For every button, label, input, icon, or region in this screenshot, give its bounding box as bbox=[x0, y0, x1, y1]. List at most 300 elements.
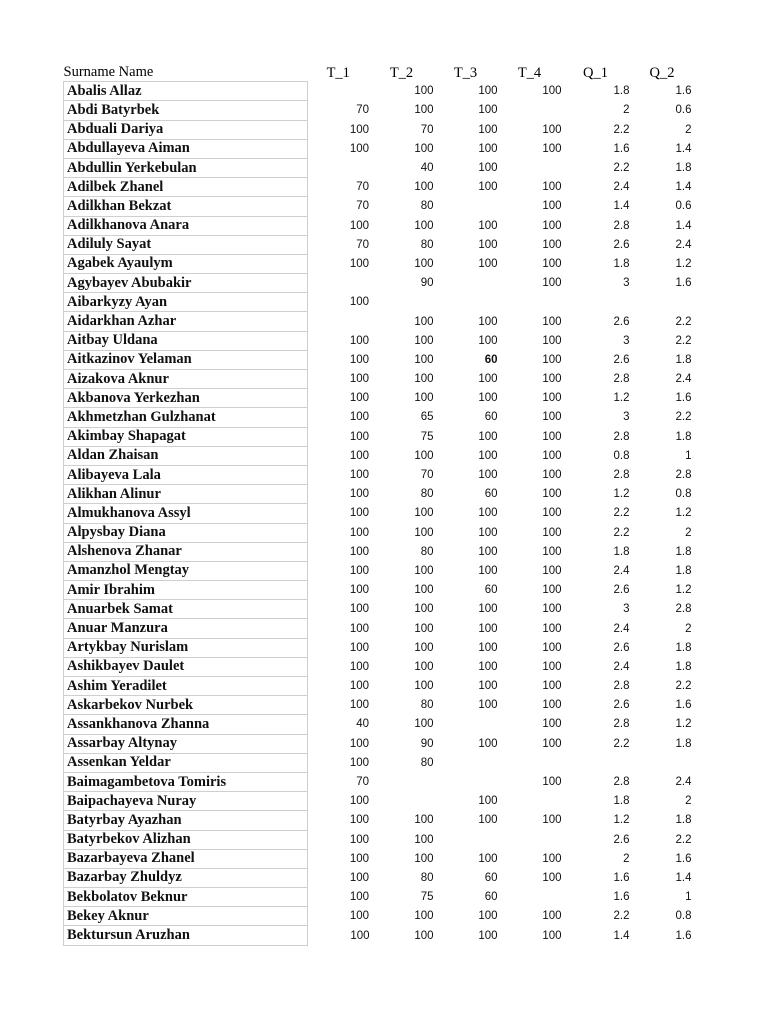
score-cell-t1[interactable]: 100 bbox=[349, 353, 369, 366]
score-cell-q2[interactable]: 1.8 bbox=[675, 430, 692, 443]
score-cell-q2[interactable]: 2.2 bbox=[675, 315, 692, 328]
score-cell-t4[interactable]: 100 bbox=[542, 373, 562, 386]
score-cell-q1[interactable]: 2.2 bbox=[613, 162, 630, 175]
score-cell-t2[interactable]: 100 bbox=[414, 507, 434, 520]
score-cell-t1[interactable]: 100 bbox=[349, 469, 369, 482]
score-cell-t4[interactable]: 100 bbox=[542, 123, 562, 136]
score-cell-q1[interactable]: 2.8 bbox=[613, 373, 630, 386]
score-cell-t3[interactable]: 100 bbox=[478, 449, 498, 462]
score-cell-q1[interactable]: 1.8 bbox=[613, 257, 630, 270]
score-cell-t3[interactable]: 60 bbox=[484, 353, 498, 366]
score-cell-t3[interactable]: 60 bbox=[484, 584, 498, 597]
score-cell-q2[interactable]: 2 bbox=[685, 123, 692, 136]
score-cell-t1[interactable]: 100 bbox=[349, 373, 369, 386]
score-cell-t3[interactable]: 100 bbox=[478, 622, 498, 635]
student-name-cell[interactable]: Akbanova Yerkezhan bbox=[64, 389, 308, 408]
student-name-cell[interactable]: Batyrbekov Alizhan bbox=[64, 830, 308, 849]
score-cell-t4[interactable]: 100 bbox=[542, 737, 562, 750]
score-cell-q1[interactable]: 1.4 bbox=[613, 929, 630, 942]
score-cell-t3[interactable]: 100 bbox=[478, 142, 498, 155]
score-cell-q2[interactable]: 2.4 bbox=[675, 776, 692, 789]
score-cell-q2[interactable]: 1.6 bbox=[675, 277, 692, 290]
score-cell-q2[interactable]: 1.2 bbox=[675, 584, 692, 597]
score-cell-t1[interactable]: 100 bbox=[349, 296, 369, 309]
score-cell-t4[interactable]: 100 bbox=[542, 353, 562, 366]
score-cell-t1[interactable]: 100 bbox=[349, 852, 369, 865]
score-cell-q1[interactable]: 3 bbox=[623, 411, 630, 424]
score-cell-q1[interactable]: 2.2 bbox=[613, 526, 630, 539]
score-cell-t3[interactable] bbox=[434, 830, 498, 849]
score-cell-t2[interactable]: 65 bbox=[420, 411, 434, 424]
score-cell-q1[interactable]: 2.6 bbox=[613, 584, 630, 597]
student-name-cell[interactable]: Adilbek Zhanel bbox=[64, 178, 308, 197]
score-cell-t2[interactable]: 100 bbox=[414, 680, 434, 693]
score-cell-t3[interactable]: 100 bbox=[478, 737, 498, 750]
student-name-cell[interactable]: Ashikbayev Daulet bbox=[64, 657, 308, 676]
score-cell-t1[interactable]: 100 bbox=[349, 584, 369, 597]
score-cell-q1[interactable]: 2.6 bbox=[613, 641, 630, 654]
student-name-cell[interactable]: Abalis Allaz bbox=[64, 82, 308, 101]
student-name-cell[interactable]: Akimbay Shapagat bbox=[64, 427, 308, 446]
score-cell-q2[interactable]: 2.2 bbox=[675, 411, 692, 424]
score-cell-q1[interactable]: 2.2 bbox=[613, 910, 630, 923]
score-cell-t4[interactable]: 100 bbox=[542, 660, 562, 673]
score-cell-q1[interactable]: 2.4 bbox=[613, 564, 630, 577]
score-cell-t2[interactable]: 80 bbox=[420, 488, 434, 501]
score-cell-t4[interactable]: 100 bbox=[542, 584, 562, 597]
score-cell-q1[interactable] bbox=[562, 293, 630, 312]
score-cell-q2[interactable]: 0.8 bbox=[675, 488, 692, 501]
score-cell-t2[interactable]: 100 bbox=[414, 181, 434, 194]
score-cell-t3[interactable]: 100 bbox=[478, 603, 498, 616]
score-cell-t2[interactable]: 80 bbox=[420, 756, 434, 769]
score-cell-t1[interactable] bbox=[308, 274, 370, 293]
score-cell-t1[interactable]: 70 bbox=[356, 200, 369, 213]
score-cell-t4[interactable]: 100 bbox=[542, 430, 562, 443]
score-cell-q2[interactable]: 2 bbox=[685, 795, 692, 808]
score-cell-t2[interactable]: 100 bbox=[414, 526, 434, 539]
score-cell-q2[interactable]: 1 bbox=[685, 449, 692, 462]
score-cell-t1[interactable]: 100 bbox=[349, 833, 369, 846]
score-cell-t4[interactable]: 100 bbox=[542, 622, 562, 635]
score-cell-t2[interactable]: 70 bbox=[420, 123, 434, 136]
score-cell-t4[interactable]: 100 bbox=[542, 257, 562, 270]
score-cell-t3[interactable]: 100 bbox=[478, 852, 498, 865]
score-cell-t4[interactable]: 100 bbox=[542, 142, 562, 155]
student-name-cell[interactable]: Aldan Zhaisan bbox=[64, 446, 308, 465]
score-cell-q2[interactable]: 0.6 bbox=[675, 200, 692, 213]
score-cell-t3[interactable]: 100 bbox=[478, 507, 498, 520]
score-cell-t3[interactable]: 100 bbox=[478, 392, 498, 405]
score-cell-t4[interactable]: 100 bbox=[542, 219, 562, 232]
score-cell-t2[interactable]: 100 bbox=[414, 334, 434, 347]
score-cell-t1[interactable]: 100 bbox=[349, 660, 369, 673]
score-cell-t1[interactable]: 100 bbox=[349, 737, 369, 750]
score-cell-t3[interactable]: 60 bbox=[484, 891, 498, 904]
score-cell-t1[interactable]: 100 bbox=[349, 680, 369, 693]
student-name-cell[interactable]: Agabek Ayaulym bbox=[64, 254, 308, 273]
score-cell-t4[interactable]: 100 bbox=[542, 277, 562, 290]
score-cell-t3[interactable]: 100 bbox=[478, 795, 498, 808]
score-cell-t3[interactable]: 100 bbox=[478, 162, 498, 175]
score-cell-t1[interactable]: 100 bbox=[349, 891, 369, 904]
score-cell-q2[interactable]: 1.4 bbox=[675, 871, 692, 884]
score-cell-q1[interactable]: 2.6 bbox=[613, 353, 630, 366]
score-cell-t2[interactable]: 100 bbox=[414, 584, 434, 597]
student-name-cell[interactable]: Adilkhanova Anara bbox=[64, 216, 308, 235]
score-cell-q2[interactable]: 2.8 bbox=[675, 603, 692, 616]
score-cell-q1[interactable]: 1.6 bbox=[613, 891, 630, 904]
student-name-cell[interactable]: Alibayeva Lala bbox=[64, 465, 308, 484]
score-cell-t1[interactable]: 40 bbox=[356, 718, 369, 731]
score-cell-t1[interactable]: 100 bbox=[349, 507, 369, 520]
score-cell-q1[interactable]: 2.2 bbox=[613, 507, 630, 520]
student-name-cell[interactable]: Abdullin Yerkebulan bbox=[64, 158, 308, 177]
score-cell-t3[interactable]: 100 bbox=[478, 257, 498, 270]
score-cell-t4[interactable]: 100 bbox=[542, 315, 562, 328]
score-cell-t1[interactable]: 100 bbox=[349, 871, 369, 884]
score-cell-t2[interactable]: 100 bbox=[414, 718, 434, 731]
score-cell-t4[interactable]: 100 bbox=[542, 699, 562, 712]
score-cell-t4[interactable]: 100 bbox=[542, 334, 562, 347]
score-cell-t1[interactable]: 100 bbox=[349, 430, 369, 443]
score-cell-t2[interactable]: 100 bbox=[414, 392, 434, 405]
score-cell-t4[interactable]: 100 bbox=[542, 469, 562, 482]
score-cell-q2[interactable]: 1.2 bbox=[675, 257, 692, 270]
score-cell-q2[interactable]: 0.6 bbox=[675, 104, 692, 117]
score-cell-t4[interactable]: 100 bbox=[542, 507, 562, 520]
student-name-cell[interactable]: Abdullayeva Aiman bbox=[64, 139, 308, 158]
score-cell-q2[interactable]: 1.2 bbox=[675, 507, 692, 520]
score-cell-q2[interactable]: 1.8 bbox=[675, 564, 692, 577]
score-cell-q2[interactable]: 1 bbox=[685, 891, 692, 904]
score-cell-t2[interactable] bbox=[370, 772, 434, 791]
score-cell-t3[interactable] bbox=[434, 274, 498, 293]
score-cell-t3[interactable]: 100 bbox=[478, 315, 498, 328]
student-name-cell[interactable]: Alpysbay Diana bbox=[64, 523, 308, 542]
score-cell-q2[interactable]: 2 bbox=[685, 526, 692, 539]
score-cell-t1[interactable] bbox=[308, 82, 370, 101]
score-cell-q1[interactable]: 2.6 bbox=[613, 238, 630, 251]
score-cell-t2[interactable]: 80 bbox=[420, 238, 434, 251]
score-cell-t2[interactable] bbox=[370, 792, 434, 811]
score-cell-t2[interactable]: 100 bbox=[414, 449, 434, 462]
score-cell-q1[interactable]: 2.6 bbox=[613, 315, 630, 328]
score-cell-t4[interactable] bbox=[498, 101, 562, 120]
score-cell-q1[interactable]: 2 bbox=[623, 104, 630, 117]
score-cell-q2[interactable]: 2.2 bbox=[675, 833, 692, 846]
score-cell-t2[interactable]: 100 bbox=[414, 814, 434, 827]
score-cell-t4[interactable] bbox=[498, 888, 562, 907]
student-name-cell[interactable]: Abduali Dariya bbox=[64, 120, 308, 139]
score-cell-t4[interactable]: 100 bbox=[542, 449, 562, 462]
score-cell-t3[interactable]: 100 bbox=[478, 219, 498, 232]
student-name-cell[interactable]: Amanzhol Mengtay bbox=[64, 561, 308, 580]
score-cell-t2[interactable]: 100 bbox=[414, 353, 434, 366]
score-cell-t1[interactable]: 100 bbox=[349, 334, 369, 347]
score-cell-t2[interactable]: 100 bbox=[414, 564, 434, 577]
score-cell-t2[interactable]: 80 bbox=[420, 871, 434, 884]
score-cell-t3[interactable] bbox=[434, 753, 498, 772]
student-name-cell[interactable]: Akhmetzhan Gulzhanat bbox=[64, 408, 308, 427]
score-cell-t4[interactable]: 100 bbox=[542, 200, 562, 213]
score-cell-q2[interactable]: 1.6 bbox=[675, 699, 692, 712]
score-cell-t1[interactable]: 100 bbox=[349, 545, 369, 558]
score-cell-t1[interactable]: 100 bbox=[349, 411, 369, 424]
score-cell-t3[interactable]: 100 bbox=[478, 85, 498, 98]
score-cell-t2[interactable]: 100 bbox=[414, 85, 434, 98]
score-cell-t1[interactable]: 100 bbox=[350, 929, 370, 942]
score-cell-t2[interactable]: 100 bbox=[414, 257, 434, 270]
score-cell-t2[interactable]: 100 bbox=[414, 910, 434, 923]
student-name-cell[interactable]: Bazarbayeva Zhanel bbox=[64, 849, 308, 868]
score-cell-t1[interactable]: 70 bbox=[356, 238, 369, 251]
score-cell-t2[interactable]: 40 bbox=[420, 162, 434, 175]
score-cell-t4[interactable]: 100 bbox=[542, 603, 562, 616]
student-name-cell[interactable]: Bazarbay Zhuldyz bbox=[64, 868, 308, 887]
score-cell-t1[interactable]: 100 bbox=[349, 756, 369, 769]
score-cell-t4[interactable]: 100 bbox=[542, 871, 562, 884]
score-cell-t1[interactable]: 100 bbox=[349, 910, 369, 923]
score-cell-q2[interactable]: 1.8 bbox=[675, 353, 692, 366]
score-cell-t3[interactable]: 100 bbox=[478, 373, 498, 386]
score-cell-q2[interactable]: 2.2 bbox=[675, 680, 692, 693]
score-cell-t1[interactable]: 100 bbox=[349, 699, 369, 712]
student-name-cell[interactable]: Agybayev Abubakir bbox=[64, 274, 308, 293]
score-cell-q2[interactable]: 1.2 bbox=[675, 718, 692, 731]
score-cell-q1[interactable]: 1.6 bbox=[613, 142, 630, 155]
score-cell-t3[interactable] bbox=[434, 772, 498, 791]
student-name-cell[interactable]: Askarbekov Nurbek bbox=[64, 696, 308, 715]
score-cell-t2[interactable]: 75 bbox=[420, 891, 434, 904]
score-cell-q2[interactable]: 2.8 bbox=[675, 469, 692, 482]
score-cell-t2[interactable]: 90 bbox=[420, 737, 434, 750]
score-cell-t4[interactable]: 100 bbox=[542, 564, 562, 577]
score-cell-q2[interactable]: 1.6 bbox=[675, 929, 692, 942]
score-cell-q2[interactable]: 1.8 bbox=[675, 162, 692, 175]
score-cell-q1[interactable]: 1.6 bbox=[613, 871, 630, 884]
student-name-cell[interactable]: Aidarkhan Azhar bbox=[64, 312, 308, 331]
score-cell-t4[interactable]: 100 bbox=[542, 545, 562, 558]
score-cell-t3[interactable]: 100 bbox=[478, 181, 498, 194]
score-cell-t4[interactable]: 100 bbox=[542, 929, 562, 942]
score-cell-t3[interactable] bbox=[434, 715, 498, 734]
score-cell-q1[interactable]: 2.2 bbox=[613, 737, 630, 750]
score-cell-t4[interactable]: 100 bbox=[542, 776, 562, 789]
score-cell-t2[interactable]: 80 bbox=[420, 699, 434, 712]
score-cell-q2[interactable]: 1.6 bbox=[675, 392, 692, 405]
score-cell-t3[interactable] bbox=[434, 197, 498, 216]
score-cell-t4[interactable] bbox=[498, 830, 562, 849]
score-cell-t1[interactable]: 100 bbox=[349, 526, 369, 539]
score-cell-q1[interactable]: 1.4 bbox=[613, 200, 630, 213]
score-cell-t2[interactable]: 100 bbox=[414, 373, 434, 386]
score-cell-q2[interactable]: 1.8 bbox=[675, 660, 692, 673]
score-cell-t2[interactable]: 100 bbox=[414, 603, 434, 616]
score-cell-q1[interactable]: 3 bbox=[623, 277, 630, 290]
score-cell-t1[interactable]: 100 bbox=[349, 488, 369, 501]
score-cell-t2[interactable]: 100 bbox=[414, 641, 434, 654]
score-cell-q1[interactable]: 1.2 bbox=[613, 392, 630, 405]
score-cell-q1[interactable]: 2.6 bbox=[613, 833, 630, 846]
score-cell-t3[interactable]: 100 bbox=[478, 430, 498, 443]
score-cell-q1[interactable]: 2.4 bbox=[613, 660, 630, 673]
score-cell-t3[interactable]: 60 bbox=[484, 411, 498, 424]
score-cell-t3[interactable]: 100 bbox=[478, 699, 498, 712]
score-cell-t4[interactable]: 100 bbox=[542, 814, 562, 827]
score-cell-q1[interactable]: 2.8 bbox=[613, 776, 630, 789]
score-cell-t4[interactable]: 100 bbox=[542, 910, 562, 923]
score-cell-q1[interactable]: 0.8 bbox=[613, 449, 630, 462]
student-name-cell[interactable]: Aibarkyzy Ayan bbox=[64, 293, 308, 312]
score-cell-t2[interactable]: 100 bbox=[414, 660, 434, 673]
student-name-cell[interactable]: Anuarbek Samat bbox=[64, 600, 308, 619]
score-cell-t4[interactable]: 100 bbox=[542, 526, 562, 539]
score-cell-t4[interactable]: 100 bbox=[542, 181, 562, 194]
score-cell-t1[interactable]: 100 bbox=[349, 622, 369, 635]
score-cell-q2[interactable] bbox=[630, 753, 695, 772]
score-cell-q2[interactable]: 2.4 bbox=[675, 373, 692, 386]
score-cell-t1[interactable]: 100 bbox=[349, 142, 369, 155]
score-cell-q2[interactable]: 1.6 bbox=[675, 85, 692, 98]
student-name-cell[interactable]: Assankhanova Zhanna bbox=[64, 715, 308, 734]
score-cell-t3[interactable]: 100 bbox=[478, 469, 498, 482]
student-name-cell[interactable]: Batyrbay Ayazhan bbox=[64, 811, 308, 830]
score-cell-t2[interactable]: 100 bbox=[414, 315, 434, 328]
score-cell-q1[interactable] bbox=[562, 753, 630, 772]
score-cell-t3[interactable]: 100 bbox=[478, 660, 498, 673]
student-name-cell[interactable]: Aitbay Uldana bbox=[64, 331, 308, 350]
score-cell-t1[interactable]: 70 bbox=[356, 776, 369, 789]
score-cell-t4[interactable] bbox=[498, 293, 562, 312]
score-cell-q1[interactable]: 2.8 bbox=[613, 430, 630, 443]
score-cell-t3[interactable]: 100 bbox=[478, 545, 498, 558]
score-cell-t3[interactable]: 100 bbox=[478, 104, 498, 117]
score-cell-q1[interactable]: 2.8 bbox=[613, 219, 630, 232]
score-cell-t1[interactable]: 70 bbox=[356, 104, 369, 117]
score-cell-q2[interactable]: 1.6 bbox=[675, 852, 692, 865]
score-cell-t3[interactable]: 100 bbox=[478, 929, 498, 942]
student-name-cell[interactable]: Anuar Manzura bbox=[64, 619, 308, 638]
score-cell-q2[interactable]: 1.4 bbox=[675, 181, 692, 194]
score-cell-t1[interactable]: 100 bbox=[349, 814, 369, 827]
student-name-cell[interactable]: Alikhan Alinur bbox=[64, 485, 308, 504]
score-cell-t3[interactable]: 100 bbox=[478, 564, 498, 577]
score-cell-t2[interactable]: 80 bbox=[420, 200, 434, 213]
score-cell-t2[interactable] bbox=[370, 293, 434, 312]
score-cell-t4[interactable] bbox=[498, 158, 562, 177]
score-cell-q1[interactable]: 1.8 bbox=[613, 545, 630, 558]
score-cell-q1[interactable]: 1.2 bbox=[613, 488, 630, 501]
score-cell-q2[interactable]: 1.8 bbox=[675, 545, 692, 558]
score-cell-t1[interactable] bbox=[308, 312, 370, 331]
score-cell-q1[interactable]: 3 bbox=[623, 334, 630, 347]
score-cell-q2[interactable]: 1.8 bbox=[675, 737, 692, 750]
score-cell-t2[interactable]: 90 bbox=[420, 277, 434, 290]
score-cell-q1[interactable]: 2.8 bbox=[613, 718, 630, 731]
score-cell-q2[interactable]: 1.4 bbox=[675, 142, 692, 155]
score-cell-t1[interactable]: 100 bbox=[349, 219, 369, 232]
score-cell-t3[interactable]: 100 bbox=[478, 680, 498, 693]
score-cell-t1[interactable]: 100 bbox=[349, 392, 369, 405]
score-cell-t4[interactable]: 100 bbox=[542, 238, 562, 251]
score-cell-t1[interactable]: 100 bbox=[349, 257, 369, 270]
score-cell-t2[interactable]: 100 bbox=[414, 852, 434, 865]
score-cell-t4[interactable]: 100 bbox=[542, 488, 562, 501]
score-cell-q1[interactable]: 2.2 bbox=[613, 123, 630, 136]
score-cell-q1[interactable]: 2 bbox=[623, 852, 630, 865]
score-cell-t1[interactable]: 100 bbox=[349, 795, 369, 808]
score-cell-t2[interactable]: 100 bbox=[414, 142, 434, 155]
student-name-cell[interactable]: Amir Ibrahim bbox=[64, 581, 308, 600]
student-name-cell[interactable]: Baipachayeva Nuray bbox=[64, 792, 308, 811]
student-name-cell[interactable]: Adilkhan Bekzat bbox=[64, 197, 308, 216]
score-cell-q1[interactable]: 1.2 bbox=[613, 814, 630, 827]
score-cell-t1[interactable]: 100 bbox=[349, 449, 369, 462]
student-name-cell[interactable]: Bektursun Aruzhan bbox=[64, 926, 308, 945]
score-cell-q1[interactable]: 2.8 bbox=[613, 680, 630, 693]
score-cell-t4[interactable]: 100 bbox=[542, 641, 562, 654]
score-cell-q2[interactable]: 1.8 bbox=[675, 814, 692, 827]
score-cell-t3[interactable]: 100 bbox=[478, 910, 498, 923]
score-cell-t1[interactable]: 100 bbox=[349, 641, 369, 654]
student-name-cell[interactable]: Aizakova Aknur bbox=[64, 370, 308, 389]
score-cell-q2[interactable]: 1.8 bbox=[675, 641, 692, 654]
score-cell-t2[interactable]: 70 bbox=[420, 469, 434, 482]
student-name-cell[interactable]: Artykbay Nurislam bbox=[64, 638, 308, 657]
student-name-cell[interactable]: Assarbay Altynay bbox=[64, 734, 308, 753]
score-cell-t1[interactable]: 70 bbox=[356, 181, 369, 194]
score-cell-q1[interactable]: 1.8 bbox=[613, 795, 630, 808]
score-cell-q1[interactable]: 1.8 bbox=[613, 85, 630, 98]
student-name-cell[interactable]: Assenkan Yeldar bbox=[64, 753, 308, 772]
student-name-cell[interactable]: Bekbolatov Beknur bbox=[64, 888, 308, 907]
score-cell-t4[interactable]: 100 bbox=[542, 718, 562, 731]
score-cell-t2[interactable]: 100 bbox=[414, 104, 434, 117]
score-cell-t2[interactable]: 100 bbox=[414, 219, 434, 232]
score-cell-t3[interactable]: 60 bbox=[484, 871, 498, 884]
student-name-cell[interactable]: Adiluly Sayat bbox=[64, 235, 308, 254]
score-cell-t3[interactable]: 60 bbox=[484, 488, 498, 501]
score-cell-t3[interactable]: 100 bbox=[478, 334, 498, 347]
score-cell-t4[interactable] bbox=[498, 792, 562, 811]
score-cell-q1[interactable]: 2.8 bbox=[613, 469, 630, 482]
score-cell-t3[interactable]: 100 bbox=[478, 641, 498, 654]
score-cell-t1[interactable]: 100 bbox=[349, 564, 369, 577]
student-name-cell[interactable]: Aitkazinov Yelaman bbox=[64, 350, 308, 369]
score-cell-t4[interactable]: 100 bbox=[542, 852, 562, 865]
score-cell-t1[interactable]: 100 bbox=[349, 603, 369, 616]
student-name-cell[interactable]: Bekey Aknur bbox=[64, 907, 308, 926]
score-cell-t2[interactable]: 100 bbox=[414, 929, 434, 942]
score-cell-t4[interactable]: 100 bbox=[542, 411, 562, 424]
score-cell-t3[interactable]: 100 bbox=[478, 238, 498, 251]
score-cell-q2[interactable]: 2.2 bbox=[675, 334, 692, 347]
score-cell-q1[interactable]: 3 bbox=[623, 603, 630, 616]
score-cell-t1[interactable]: 100 bbox=[349, 123, 369, 136]
score-cell-t4[interactable]: 100 bbox=[542, 85, 562, 98]
score-cell-t3[interactable]: 100 bbox=[478, 123, 498, 136]
student-name-cell[interactable]: Baimagambetova Tomiris bbox=[64, 772, 308, 791]
score-cell-t4[interactable]: 100 bbox=[542, 680, 562, 693]
score-cell-q2[interactable]: 2.4 bbox=[675, 238, 692, 251]
score-cell-t2[interactable]: 100 bbox=[414, 622, 434, 635]
student-name-cell[interactable]: Alshenova Zhanar bbox=[64, 542, 308, 561]
score-cell-q2[interactable] bbox=[630, 293, 695, 312]
score-cell-q1[interactable]: 2.6 bbox=[613, 699, 630, 712]
score-cell-t4[interactable]: 100 bbox=[542, 392, 562, 405]
student-name-cell[interactable]: Almukhanova Assyl bbox=[64, 504, 308, 523]
